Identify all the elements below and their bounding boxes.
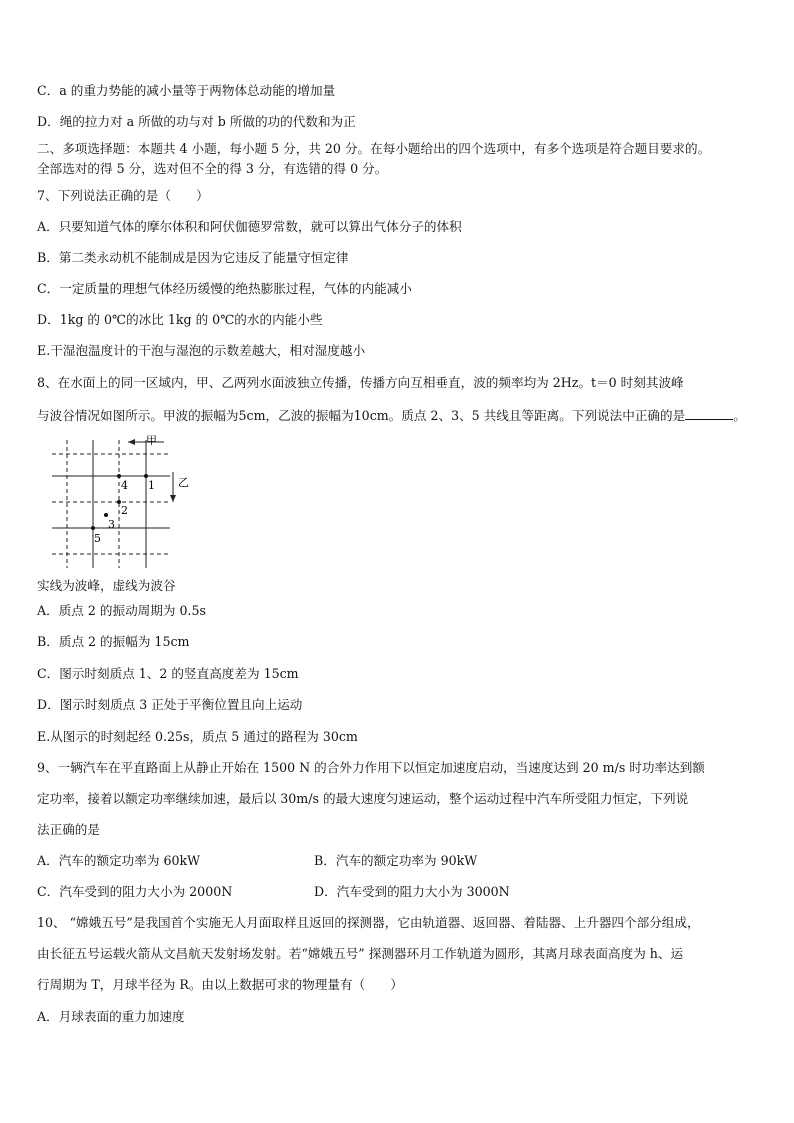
- q9-stem-cont: 定功率，接着以额定功率继续加速，最后以 30m/s 的最大速度匀速运动，整个运动过程中汽车所受阻力恒定，下列说: [37, 791, 689, 806]
- q7-option-b: B．第二类永动机不能制成是因为它违反了能量守恒定律: [37, 250, 349, 265]
- q9-option-b: B．汽车的额定功率为 90kW: [314, 853, 478, 868]
- label-yi: 乙: [178, 476, 189, 489]
- q9-option-d: D．汽车受到的阻力大小为 3000N: [314, 884, 510, 899]
- q9-option-c: C．汽车受到的阻力大小为 2000N: [37, 884, 233, 899]
- q8-option-e: E.从图示的时刻起经 0.25s，质点 5 通过的路程为 30cm: [37, 729, 358, 744]
- wave-figure: [40, 432, 200, 574]
- q8-stem-text: 与波谷情况如图所示。甲波的振幅为5cm，乙波的振幅为10cm。质点 2、3、5 共线且等距离。下列说法中正确的是: [37, 408, 686, 423]
- q8-stem-end: 。: [733, 408, 746, 423]
- q7-option-a: A．只要知道气体的摩尔体积和阿伏伽德罗常数，就可以算出气体分子的体积: [37, 219, 462, 234]
- q10-option-a: A．月球表面的重力加速度: [37, 1009, 185, 1024]
- point-3-label: 3: [108, 518, 115, 531]
- q8-option-b: B．质点 2 的振幅为 15cm: [37, 634, 190, 649]
- q9-option-a: A．汽车的额定功率为 60kW: [37, 853, 201, 868]
- q8-option-a: A．质点 2 的振动周期为 0.5s: [37, 603, 206, 618]
- label-jia: 甲: [146, 434, 157, 447]
- point-2-label: 2: [121, 504, 128, 517]
- q8-figure-caption: 实线为波峰，虚线为波谷: [37, 578, 176, 593]
- q8-option-c: C．图示时刻质点 1、2 的竖直高度差为 15cm: [37, 666, 299, 681]
- point-5-label: 5: [94, 532, 101, 545]
- q8-option-d: D．图示时刻质点 3 正处于平衡位置且向上运动: [37, 697, 303, 712]
- q10-stem-cont: 由长征五号运载火箭从文昌航天发射场发射。若“嫦娥五号” 探测器环月工作轨道为圆形，其离月球表面高度为 h、运: [37, 946, 684, 961]
- q7-stem: 7、下列说法正确的是（ ）: [37, 188, 209, 203]
- q7-option-d: D．1kg 的 0℃的冰比 1kg 的 0℃的水的内能小些: [37, 312, 323, 327]
- q7-option-c: C．一定质量的理想气体经历缓慢的绝热膨胀过程，气体的内能减小: [37, 281, 412, 296]
- q8-stem-cont: [37, 407, 746, 424]
- option-c-prev: C．a 的重力势能的减小量等于两物体总动能的增加量: [37, 83, 336, 98]
- q10-stem-cont2: 行周期为 T，月球半径为 R。由以上数据可求的物理量有（ ）: [37, 977, 403, 992]
- q7-option-e: E.干湿泡温度计的干泡与湿泡的示数差越大，相对湿度越小: [37, 343, 366, 358]
- q9-stem-cont2: 法正确的是: [37, 822, 100, 837]
- q8-stem: 8、在水面上的同一区域内，甲、乙两列水面波独立传播，传播方向互相垂直，波的频率均为 2Hz。t＝0 时刻其波峰: [37, 375, 684, 390]
- answer-blank: [685, 407, 733, 420]
- section2-heading-cont: 全部选对的得 5 分，选对但不全的得 3 分，有选错的得 0 分。: [37, 161, 388, 176]
- point-1-label: 1: [148, 479, 155, 492]
- q9-stem: 9、一辆汽车在平直路面上从静止开始在 1500 N 的合外力作用下以恒定加速度启动，当速度达到 20 m/s 时功率达到额: [37, 760, 705, 775]
- q10-stem: 10、 “嫦娥五号”是我国首个实施无人月面取样且返回的探测器，它由轨道器、返回器、着陆器、上升器四个部分组成，: [37, 915, 700, 930]
- point-4-label: 4: [121, 479, 128, 492]
- option-d-prev: D．绳的拉力对 a 所做的功与对 b 所做的功的代数和为正: [37, 114, 356, 129]
- section2-heading: 二、多项选择题：本题共 4 小题，每小题 5 分，共 20 分。在每小题给出的四个选项中，有多个选项是符合题目要求的。: [37, 141, 711, 156]
